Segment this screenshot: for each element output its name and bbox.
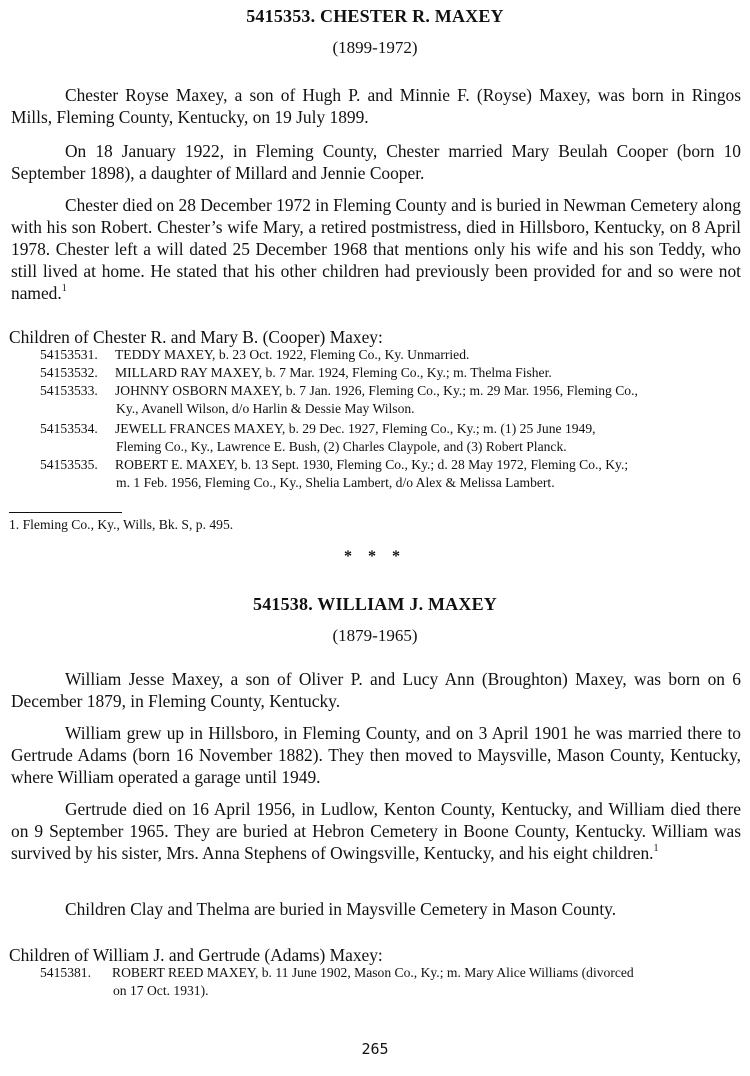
child-number: 54153535.: [40, 457, 98, 472]
child-text: TEDDY MAXEY, b. 23 Oct. 1922, Fleming Co., Ky. Unmarried.: [115, 347, 470, 362]
paragraph: Gertrude died on 16 April 1956, in Ludlow, Kenton County, Kentucky, and William died there on 9 September 1965. They are buried at Hebron Cemetery in Boone County, Kentucky. William was survived by his sister, Mrs. Anna Stephens of Owingsville, Kentucky, and his eight children.$^1$: [11, 799, 741, 863]
child-text-continued: m. 1 Feb. 1956, Fleming Co., Ky., Shelia Lambert, d/o Alex & Melissa Lambert.: [116, 475, 555, 490]
footnote-marker: 1: [653, 843, 659, 855]
children-heading: Children of William J. and Gertrude (Adams) Maxey:: [9, 945, 383, 965]
paragraph: On 18 January 1922, in Fleming County, Chester married Mary Beulah Cooper (born 10 September 1898), a daughter of Millard and Jennie Cooper.: [11, 141, 741, 183]
paragraph: William grew up in Hillsboro, in Fleming County, and on 3 April 1901 he was married there to Gertrude Adams (born 16 November 1882). They then moved to Maysville, Mason County, Kentucky, where William operated a garage until 1949.: [11, 723, 741, 787]
child-text-continued: Fleming Co., Ky., Lawrence E. Bush, (2) Charles Claypole, and (3) Robert Planck.: [116, 439, 567, 454]
child-text: ROBERT E. MAXEY, b. 13 Sept. 1930, Fleming Co., Ky.; d. 28 May 1972, Fleming Co., Ky.;: [115, 457, 629, 472]
footnote-marker: 1: [61, 283, 67, 295]
child-number: 54153532.: [40, 365, 98, 380]
child-text: JOHNNY OSBORN MAXEY, b. 7 Jan. 1926, Fleming Co., Ky.; m. 29 Mar. 1956, Fleming Co.,: [115, 383, 638, 398]
child-entry: [40, 420, 740, 456]
footnote-rule: [9, 512, 122, 513]
child-text-continued: Ky., Avanell Wilson, d/o Harlin & Dessie May Wilson.: [116, 401, 415, 416]
child-entry: [40, 456, 740, 492]
child-number: 5415381.: [40, 965, 91, 980]
child-entry: [40, 346, 740, 364]
paragraph: William Jesse Maxey, a son of Oliver P. and Lucy Ann (Broughton) Maxey, was born on 6 December 1879, in Fleming County, Kentucky.: [11, 669, 741, 711]
children-heading: Children of Chester R. and Mary B. (Cooper) Maxey:: [9, 327, 383, 347]
paragraph: Chester died on 28 December 1972 in Fleming County and is buried in Newman Cemetery along with his son Robert. Chester’s wife Mary, a retired postmistress, died in Hillsboro, Kentucky, on 8 April 1978. Chester left a will dated 25 December 1968 that mentions only his wife and his son Teddy, who still lived at home. He stated that his other children had previously been provided for and so were not named.$^1$: [11, 195, 741, 303]
section-heading-william: 541538. WILLIAM J. MAXEY: [253, 594, 497, 614]
section-years-chester: (1899-1972): [332, 38, 418, 57]
child-number: 54153534.: [40, 421, 98, 436]
child-text: ROBERT REED MAXEY, b. 11 June 1902, Mason Co., Ky.; m. Mary Alice Williams (divorced: [112, 965, 634, 980]
child-text: MILLARD RAY MAXEY, b. 7 Mar. 1924, Fleming Co., Ky.; m. Thelma Fisher.: [115, 365, 552, 380]
footnote: 1. Fleming Co., Ky., Wills, Bk. S, p. 495.: [9, 517, 234, 532]
page-number: 265: [361, 1040, 389, 1058]
section-separator: * * *: [344, 548, 406, 565]
child-entry: [40, 364, 740, 382]
paragraph: Children Clay and Thelma are buried in Maysville Cemetery in Mason County.: [65, 899, 617, 919]
section-years-william: (1879-1965): [332, 626, 418, 645]
paragraph: Chester Royse Maxey, a son of Hugh P. and Minnie F. (Royse) Maxey, was born in Ringos Mills, Fleming County, Kentucky, on 19 July 1899.: [11, 85, 741, 127]
child-entry: [40, 964, 740, 1000]
child-text-continued: on 17 Oct. 1931).: [113, 983, 209, 998]
child-number: 54153533.: [40, 383, 98, 398]
section-heading-chester: 5415353. CHESTER R. MAXEY: [246, 6, 504, 26]
child-text: JEWELL FRANCES MAXEY, b. 29 Dec. 1927, Fleming Co., Ky.; m. (1) 25 June 1949,: [115, 421, 596, 436]
child-entry: [40, 382, 740, 418]
child-number: 54153531.: [40, 347, 98, 362]
